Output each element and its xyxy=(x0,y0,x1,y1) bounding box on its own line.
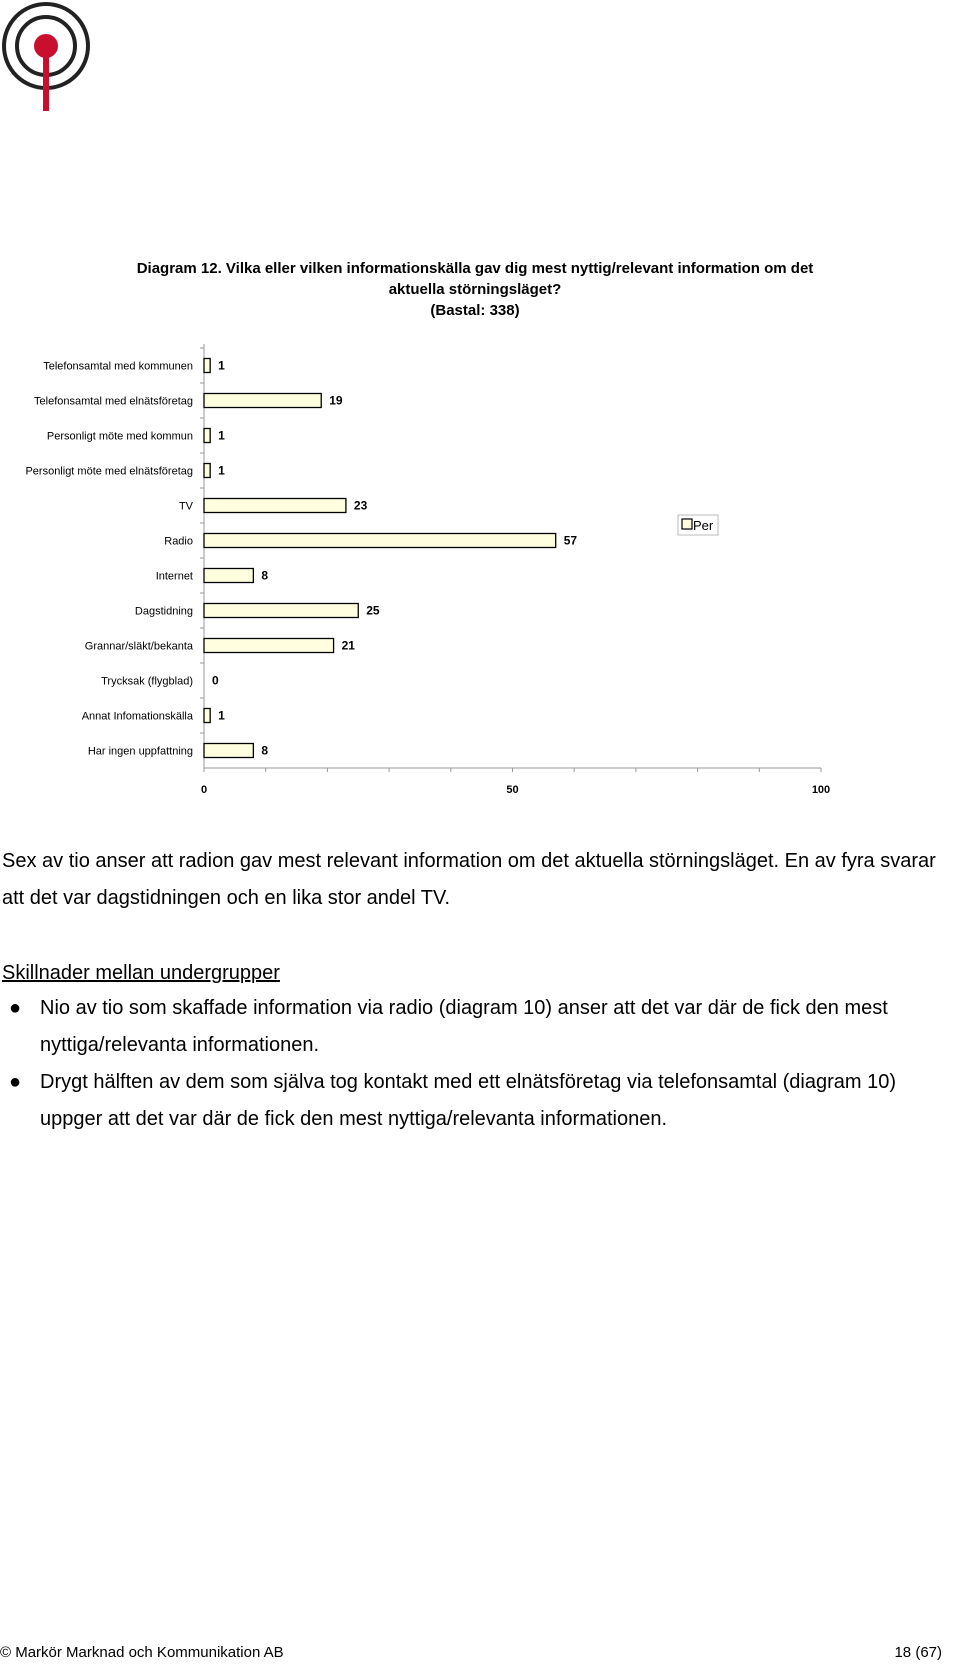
bar xyxy=(204,604,358,618)
category-label: Grannar/släkt/bekanta xyxy=(84,640,193,653)
bar xyxy=(204,394,321,408)
category-label: TV xyxy=(178,500,193,513)
chart-title-line-3: (Bastal: 338) xyxy=(430,302,520,319)
data-label: 1 xyxy=(218,428,225,443)
category-label: Har ingen uppfattning xyxy=(87,745,193,758)
data-label: 57 xyxy=(563,533,578,548)
bar-chart xyxy=(0,340,960,800)
legend-label: Per xyxy=(693,518,714,533)
data-label: 23 xyxy=(353,498,368,513)
radio-target-logo xyxy=(0,0,100,115)
x-tick-label: 50 xyxy=(506,784,519,796)
bullet-dot-icon: ● xyxy=(8,997,22,1019)
x-tick-label: 0 xyxy=(200,784,208,796)
bullet-text: Drygt hälften av dem som själva tog kontakt med ett elnätsföretag via telefonsamtal (diagram 10) uppger att det var där de fick den mest nyttiga/relevanta informationen. xyxy=(40,1071,896,1130)
data-label: 1 xyxy=(218,463,225,478)
category-label: Annat Infomationskälla xyxy=(81,710,193,723)
bar xyxy=(204,464,210,478)
footer-page-number: 18 (67) xyxy=(894,1644,942,1661)
data-label: 21 xyxy=(341,638,355,653)
category-label: Internet xyxy=(155,570,193,583)
category-label: Trycksak (flygblad) xyxy=(101,675,193,688)
bar xyxy=(204,359,210,373)
bar xyxy=(204,499,346,513)
bullet-text: Nio av tio som skaffade information via radio (diagram 10) anser att det var där de fick den mest nyttiga/relevanta informationen. xyxy=(40,997,888,1056)
data-label: 1 xyxy=(218,708,225,723)
chart-title-line-1: Diagram 12. Vilka eller vilken informationskälla gav dig mest nyttig/relevant information om det xyxy=(136,260,814,277)
category-label: Telefonsamtal med elnätsföretag xyxy=(34,395,193,408)
data-label: 8 xyxy=(261,568,269,583)
data-label: 19 xyxy=(329,393,343,408)
bar xyxy=(204,534,556,548)
data-label: 0 xyxy=(212,673,219,688)
data-label: 25 xyxy=(366,603,380,618)
legend-swatch xyxy=(682,519,692,529)
summary-paragraph: Sex av tio anser att radion gav mest relevant information om det aktuella störningsläget. En av fyra svarar att det var dagstidningen och en lika stor andel TV. xyxy=(2,850,936,909)
footer-copyright: © Markör Marknad och Kommunikation AB xyxy=(0,1644,284,1661)
category-label: Dagstidning xyxy=(134,605,193,618)
data-label: 8 xyxy=(261,743,269,758)
bar xyxy=(204,429,210,443)
bar xyxy=(204,709,210,723)
data-label: 1 xyxy=(218,358,225,373)
category-label: Personligt möte med elnätsföretag xyxy=(25,465,193,478)
bullet-dot-icon: ● xyxy=(8,1071,22,1093)
bar xyxy=(204,639,334,653)
chart-title xyxy=(100,258,850,321)
subgroups-heading: Skillnader mellan undergrupper xyxy=(2,962,280,984)
x-tick-label: 100 xyxy=(811,784,831,796)
category-label: Telefonsamtal med kommunen xyxy=(43,360,193,373)
category-label: Radio xyxy=(164,535,193,548)
bar xyxy=(204,569,253,583)
chart-title-line-2: aktuella störningsläget? xyxy=(388,281,562,298)
bar xyxy=(204,744,253,758)
category-label: Personligt möte med kommun xyxy=(46,430,193,443)
